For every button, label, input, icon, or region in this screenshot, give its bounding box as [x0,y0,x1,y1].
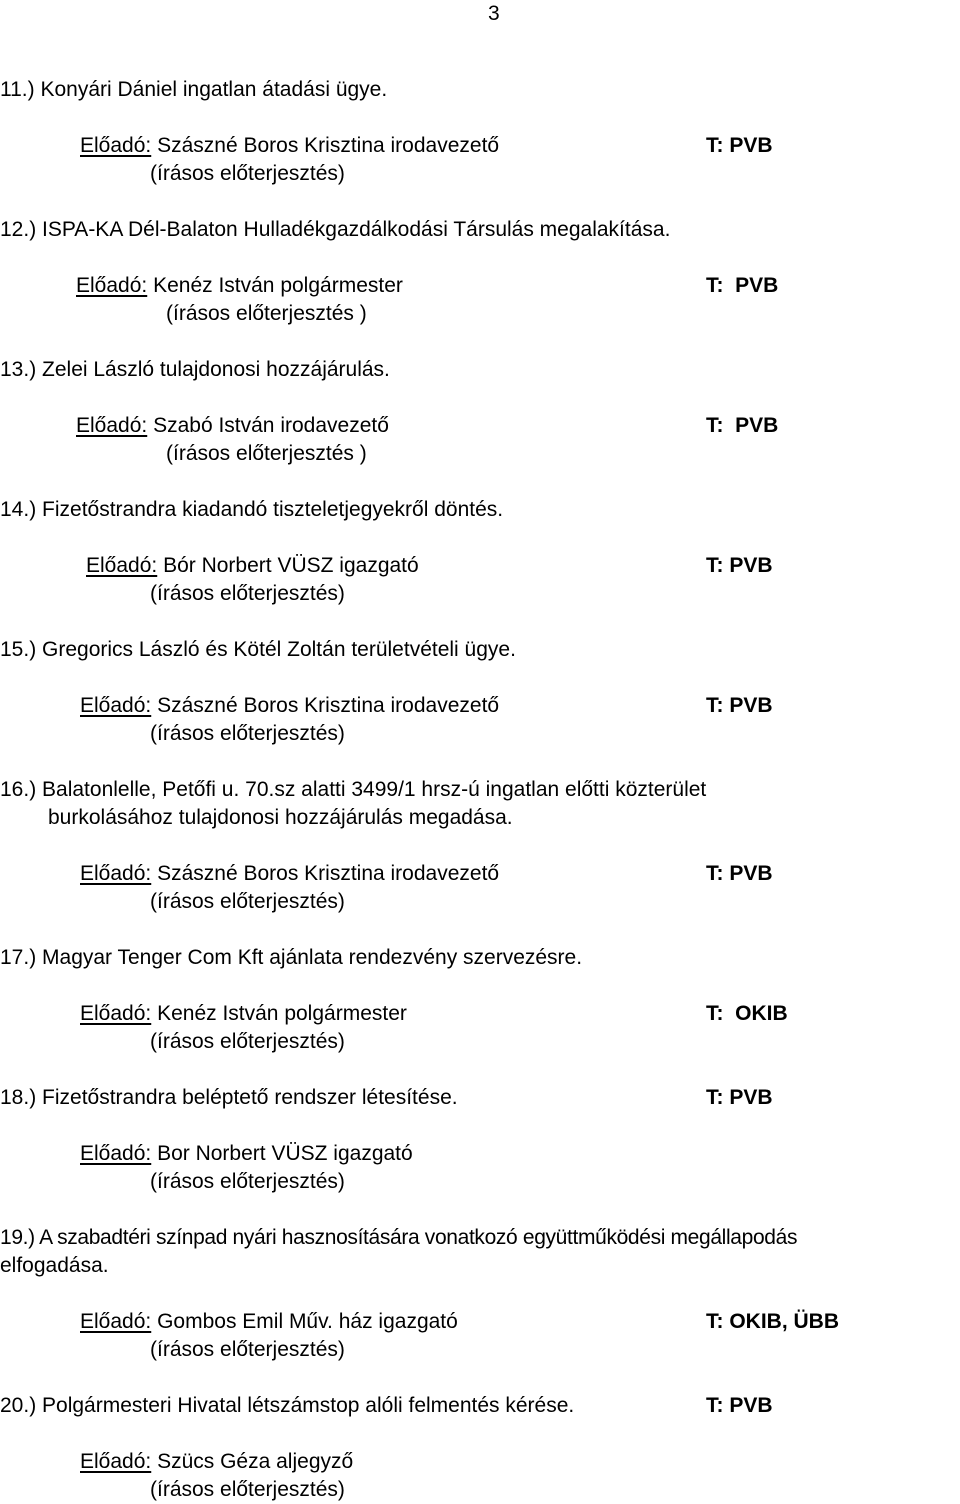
presenter-label: Előadó: [80,134,152,157]
responsible-committee: T: PVB [706,862,773,885]
page-number: 3 [488,2,500,25]
responsible-committee: T: PVB [706,274,779,297]
submission-note: (írásos előterjesztés ) [166,442,367,465]
presenter-line [80,1140,413,1168]
agenda-item-title: 12.) ISPA-KA Dél-Balaton Hulladékgazdálkodási Társulás megalakítása. [0,218,671,241]
presenter-label: Előadó: [80,862,152,885]
agenda-item-title: 18.) Fizetőstrandra beléptető rendszer létesítése. [0,1086,458,1109]
agenda-item-title: 20.) Polgármesteri Hivatal létszámstop alóli felmentés kérése. [0,1394,575,1417]
responsible-committee: T: PVB [706,134,773,157]
presenter-name: Szücs Géza aljegyző [157,1450,354,1473]
presenter-line [86,552,419,580]
presenter-name: Bór Norbert VÜSZ igazgató [163,554,419,577]
responsible-committee: T: PVB [706,1394,773,1417]
presenter-name: Szabó István irodavezető [153,414,389,437]
presenter-name: Szászné Boros Krisztina irodavezető [157,694,500,717]
agenda-item-title: 11.) Konyári Dániel ingatlan átadási ügye. [0,78,388,101]
presenter-label: Előadó: [80,694,152,717]
submission-note: (írásos előterjesztés) [150,162,345,185]
responsible-committee: T: PVB [706,1086,773,1109]
responsible-committee: T: PVB [706,414,779,437]
presenter-line [76,272,403,300]
presenter-name: Bor Norbert VÜSZ igazgató [157,1142,413,1165]
responsible-committee: T: PVB [706,554,773,577]
presenter-label: Előadó: [80,1310,152,1333]
presenter-label: Előadó: [76,414,148,437]
presenter-name: Gombos Emil Műv. ház igazgató [157,1310,458,1333]
presenter-label: Előadó: [80,1002,152,1025]
presenter-line [80,1000,407,1028]
agenda-item-title-continued: elfogadása. [0,1254,109,1277]
presenter-line [80,692,499,720]
presenter-name: Szászné Boros Krisztina irodavezető [157,134,500,157]
presenter-line [80,1448,353,1476]
submission-note: (írásos előterjesztés) [150,582,345,605]
agenda-item-title: 14.) Fizetőstrandra kiadandó tiszteletjegyekről döntés. [0,498,504,521]
responsible-committee: T: PVB [706,694,773,717]
presenter-line [80,860,499,888]
agenda-item-title-continued: burkolásához tulajdonosi hozzájárulás megadása. [48,806,513,829]
submission-note: (írásos előterjesztés) [150,1030,345,1053]
agenda-item-title: 13.) Zelei László tulajdonosi hozzájárulás. [0,358,390,381]
submission-note: (írásos előterjesztés) [150,1338,345,1361]
presenter-line [80,1308,458,1336]
presenter-label: Előadó: [76,274,148,297]
submission-note: (írásos előterjesztés) [150,890,345,913]
submission-note: (írásos előterjesztés) [150,722,345,745]
presenter-label: Előadó: [80,1142,152,1165]
agenda-item-title: 17.) Magyar Tenger Com Kft ajánlata rendezvény szervezésre. [0,946,583,969]
responsible-committee: T: OKIB, ÜBB [706,1310,839,1333]
presenter-line [76,412,389,440]
agenda-item-title: 15.) Gregorics László és Kötél Zoltán területvételi ügye. [0,638,516,661]
responsible-committee: T: OKIB [706,1002,788,1025]
agenda-item-title: 19.) A szabadtéri színpad nyári hasznosítására vonatkozó együttműködési megállapodás [0,1226,798,1249]
submission-note: (írásos előterjesztés) [150,1478,345,1501]
presenter-line [80,132,499,160]
presenter-label: Előadó: [86,554,158,577]
submission-note: (írásos előterjesztés ) [166,302,367,325]
presenter-name: Szászné Boros Krisztina irodavezető [157,862,500,885]
agenda-item-title: 16.) Balatonlelle, Petőfi u. 70.sz alatti 3499/1 hrsz-ú ingatlan előtti közterület [0,778,707,801]
presenter-label: Előadó: [80,1450,152,1473]
submission-note: (írásos előterjesztés) [150,1170,345,1193]
presenter-name: Kenéz István polgármester [153,274,403,297]
presenter-name: Kenéz István polgármester [157,1002,407,1025]
